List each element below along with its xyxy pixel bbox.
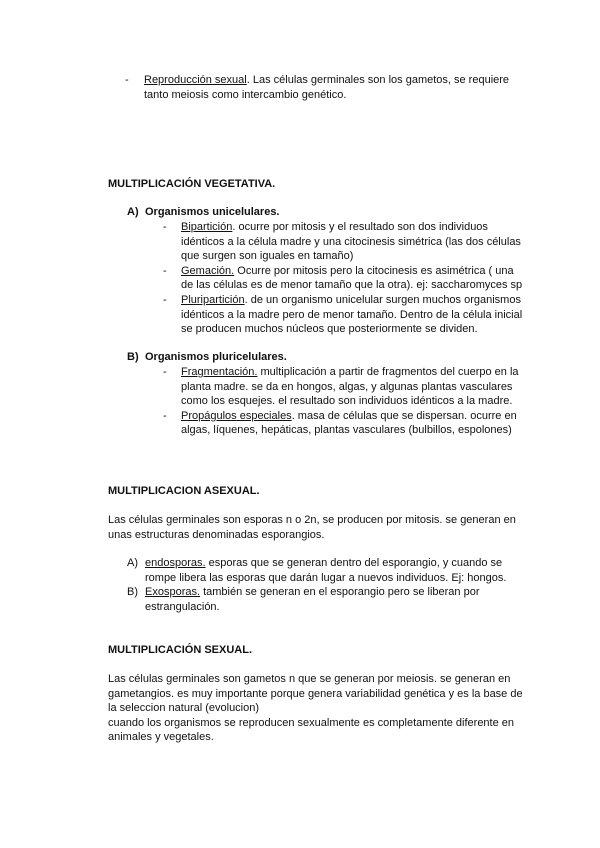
subsection-marker-a: A) — [127, 206, 139, 218]
intro-line-2: tanto meiosis como intercambio genético. — [144, 89, 347, 101]
pluriparticion-line-1: Pluripartición. de un organismo unicelular surgen muchos organismos — [181, 294, 521, 306]
term-exosporas: Exosporas. — [145, 586, 201, 599]
intro-line-1: Reproducción sexual. Las células germinales son los gametos, se requiere — [144, 74, 510, 86]
term-endosporas: endosporas. — [145, 557, 206, 569]
biparticion-line-1: Bipartición. ocurre por mitosis y el resultado son dos individuos — [181, 221, 488, 233]
subsection-marker-b: B) — [127, 351, 139, 363]
endosporas-line-1: endosporas. esporas que se generan dentro del esporangio, y cuando se — [145, 557, 503, 569]
biparticion-line-3: que surgen son iguales en tamaño) — [181, 250, 354, 263]
term-gemacion: Gemación. — [181, 264, 235, 277]
list-dash: - — [163, 221, 167, 233]
subsection-title-pluricelulares: Organismos pluricelulares. — [145, 351, 287, 363]
term-reproduccion-sexual: Reproducción sexual — [144, 74, 247, 86]
exosporas-line-2: estrangulación. — [145, 600, 220, 613]
gemacion-line-1: Gemación. Ocurre por mitosis pero la citocinesis es asimétrica ( una — [181, 264, 514, 277]
sexual-para-line-2: gametangios. es muy importante porque genera variabilidad genética y es la base de — [108, 687, 523, 700]
pluriparticion-line-2: idénticos a la madre pero de menor tamaño. Dentro de la célula inicial — [181, 308, 523, 321]
list-dash: - — [163, 264, 167, 277]
subsection-title-unicelulares: Organismos unicelulares. — [145, 206, 280, 218]
term-propagulos-especiales: Propágulos especiales — [181, 409, 292, 422]
term-biparticion: Bipartición — [181, 221, 233, 233]
endosporas-line-2: rompe libera las esporas que darán lugar a nuevos individuos. Ej: hongos. — [145, 571, 507, 584]
sexual-para-line-3: la seleccion natural (evolucion) — [108, 702, 260, 715]
biparticion-line-2: idénticos a la célula madre y una citocinesis simétrica (las dos células — [181, 235, 521, 248]
term-fragmentacion: Fragmentación. — [181, 366, 258, 378]
term-pluriparticion: Pluripartición — [181, 294, 245, 306]
list-dash: - — [163, 409, 167, 422]
sexual-para-line-1: Las células germinales son gametos n que se generan por meiosis. se generan en — [108, 673, 511, 685]
heading-multiplicacion-vegetativa: MULTIPLICACIÓN VEGETATIVA. — [108, 178, 276, 190]
sexual-para-line-5: animales y vegetales. — [108, 731, 214, 744]
fragmentacion-line-1: Fragmentación. multiplicación a partir de fragmentos del cuerpo en la — [181, 366, 519, 378]
heading-multiplicacion-sexual: MULTIPLICACIÓN SEXUAL. — [108, 644, 253, 656]
list-dash: - — [125, 74, 129, 86]
propagulos-line-1: Propágulos especiales. masa de células que se dispersan. ocurre en — [181, 409, 517, 422]
list-marker-b: B) — [127, 586, 138, 599]
asexual-para-line-1: Las células germinales son esporas n o 2n, se producen por mitosis. se generan en — [108, 514, 516, 526]
gemacion-line-2: de las células es de menor tamaño que la otra). ej: saccharomyces sp — [181, 279, 523, 292]
heading-multiplicacion-asexual: MULTIPLICACION ASEXUAL. — [108, 485, 260, 497]
sexual-para-line-4: cuando los organismos se reproducen sexualmente es completamente diferente en — [108, 716, 515, 729]
list-dash: - — [163, 366, 167, 378]
pluriparticion-line-3: se producen muchos núcleos que posteriormente se dividen. — [181, 323, 478, 336]
list-marker-a: A) — [127, 557, 138, 569]
fragmentacion-line-2: planta madre. se da en hongos, algas, y algunas plantas vasculares — [181, 380, 513, 393]
asexual-para-line-2: unas estructuras denominadas esporangios. — [108, 528, 325, 541]
propagulos-line-2: algas, líquenes, hepáticas, plantas vasculares (bulbillos, espolones) — [181, 424, 512, 437]
list-dash: - — [163, 294, 167, 306]
exosporas-line-1: Exosporas. también se generan en el esporangio pero se liberan por — [145, 586, 480, 599]
fragmentacion-line-3: como los esquejes. el resultado son individuos idénticos a la madre. — [181, 395, 513, 408]
